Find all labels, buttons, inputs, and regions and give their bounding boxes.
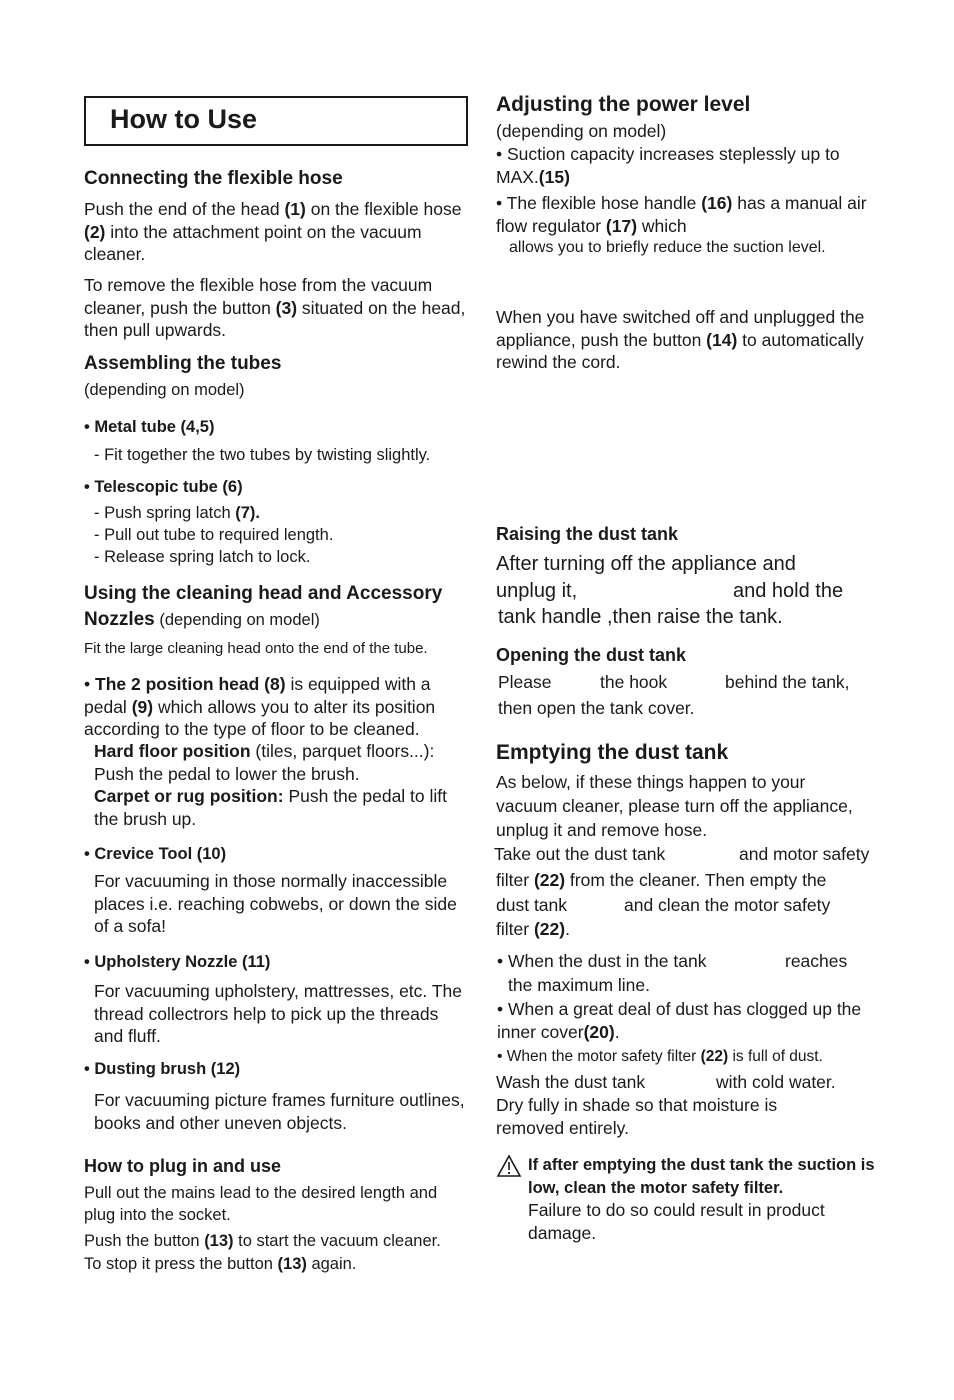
empty-filter-end: filter (22). (496, 919, 570, 939)
empty-tank-intro: As below, if these things happen to your vacuum cleaner, please turn off the appliance, unplug it and remove hose. (496, 772, 853, 840)
page-title: How to Use (110, 104, 258, 134)
power-bullet-1: • Suction capacity increases steplessly up to MAX.(15) (496, 144, 840, 187)
empty-dust-tank: dust tank (496, 895, 568, 915)
open-tank-heading: Opening the dust tank (496, 645, 687, 665)
raise-tank-line-3: tank handle ,then raise the tank. (498, 606, 783, 628)
power-bullet-2: • The flexible hose handle (16) has a manual air flow regulator (17) which (496, 193, 867, 236)
raise-tank-heading: Raising the dust tank (496, 524, 679, 544)
power-bullet-2-cont: allows you to briefly reduce the suction level. (509, 239, 826, 256)
upholstery-nozzle-text: For vacuuming upholstery, mattresses, etc. The thread collectrors help to pick up the threads and fluff. (94, 981, 462, 1046)
rewind-text: When you have switched off and unplugged the appliance, push the button (14) to automatically rewind the cord. (496, 307, 865, 372)
warning-bold-text: If after emptying the dust tank the suction is low, clean the motor safety filter. (528, 1156, 875, 1197)
empty-clean-filter: and clean the motor safety (624, 895, 831, 915)
nozzles-fit-text: Fit the large cleaning head onto the end of the tube. (84, 640, 428, 657)
wash-tank-a: Wash the dust tank (496, 1072, 646, 1092)
power-subheading: (depending on model) (496, 121, 667, 141)
raise-tank-line-2a: unplug it, (496, 580, 578, 602)
dusting-brush-label: • Dusting brush (12) (84, 1060, 241, 1078)
plug-text-3: To stop it press the button (13) again. (84, 1255, 357, 1273)
warning-text: Failure to do so could result in product damage. (528, 1200, 825, 1243)
tubes-heading: Assembling the tubes (84, 353, 282, 374)
raise-tank-line-2b: and hold the (733, 580, 844, 602)
hard-floor-text: Hard floor position (tiles, parquet floors...): Push the pedal to lower the brush. (94, 741, 435, 784)
when-bullet-1a: • When the dust in the tank (497, 951, 707, 971)
open-tank-please: Please (498, 672, 552, 692)
metal-tube-instruction: - Fit together the two tubes by twisting slightly. (94, 446, 431, 464)
open-tank-behind: behind the tank, (725, 672, 850, 692)
warning-triangle-icon (496, 1154, 522, 1183)
telescopic-tube-label: • Telescopic tube (6) (84, 478, 243, 496)
empty-motor-safety: and motor safety (739, 844, 870, 864)
crevice-tool-text: For vacuuming in those normally inaccessible places i.e. reaching cobwebs, or down the side of a sofa! (94, 871, 457, 936)
when-bullet-1b: reaches (785, 951, 848, 971)
metal-tube-label: • Metal tube (4,5) (84, 418, 215, 436)
when-bullet-3: • When the motor safety filter (22) is full of dust. (497, 1048, 823, 1065)
page-title-box (84, 96, 468, 146)
crevice-tool-label: • Crevice Tool (10) (84, 845, 227, 863)
hose-heading: Connecting the flexible hose (84, 168, 343, 189)
empty-tank-heading: Emptying the dust tank (496, 741, 729, 764)
telescopic-step-3: - Release spring latch to lock. (94, 548, 311, 566)
wash-tank-b: with cold water. (716, 1072, 836, 1092)
telescopic-step-1: - Push spring latch (7). (94, 504, 260, 522)
empty-take-out: Take out the dust tank (494, 844, 666, 864)
plug-heading: How to plug in and use (84, 1156, 281, 1176)
dusting-brush-text: For vacuuming picture frames furniture outlines, books and other uneven objects. (94, 1090, 465, 1133)
when-bullet-2: • When a great deal of dust has clogged up the inner cover(20). (497, 999, 862, 1042)
nozzles-heading-line-2: Nozzles (depending on model) (84, 609, 320, 630)
when-bullet-1c: the maximum line. (508, 975, 650, 995)
carpet-text: Carpet or rug position: Push the pedal to lift the brush up. (94, 786, 448, 829)
wash-dry-text: Dry fully in shade so that moisture is removed entirely. (496, 1095, 778, 1138)
hose-paragraph-2: To remove the flexible hose from the vacuum cleaner, push the button (3) situated on the head, then pull upwards. (84, 275, 466, 340)
raise-tank-line-1: After turning off the appliance and (496, 553, 796, 575)
tubes-subheading: (depending on model) (84, 381, 245, 399)
upholstery-nozzle-label: • Upholstery Nozzle (11) (84, 953, 271, 971)
plug-text-1: Pull out the mains lead to the desired length and plug into the socket. (84, 1184, 438, 1224)
nozzles-heading: Using the cleaning head and Accessory (84, 583, 443, 604)
plug-text-2: Push the button (13) to start the vacuum cleaner. (84, 1232, 441, 1250)
telescopic-step-2: - Pull out tube to required length. (94, 526, 334, 544)
hose-paragraph-1: Push the end of the head (1) on the flexible hose (2) into the attachment point on the vacuum cleaner. (84, 199, 462, 264)
power-heading: Adjusting the power level (496, 93, 751, 116)
position-head-text: • The 2 position head (8) is equipped with a pedal (9) which allows you to alter its position according to the type of floor to be cleaned. (84, 674, 436, 739)
open-tank-line-2: then open the tank cover. (498, 698, 695, 718)
open-tank-hook: the hook (600, 672, 668, 692)
empty-filter-line: filter (22) from the cleaner. Then empty the (496, 870, 827, 890)
